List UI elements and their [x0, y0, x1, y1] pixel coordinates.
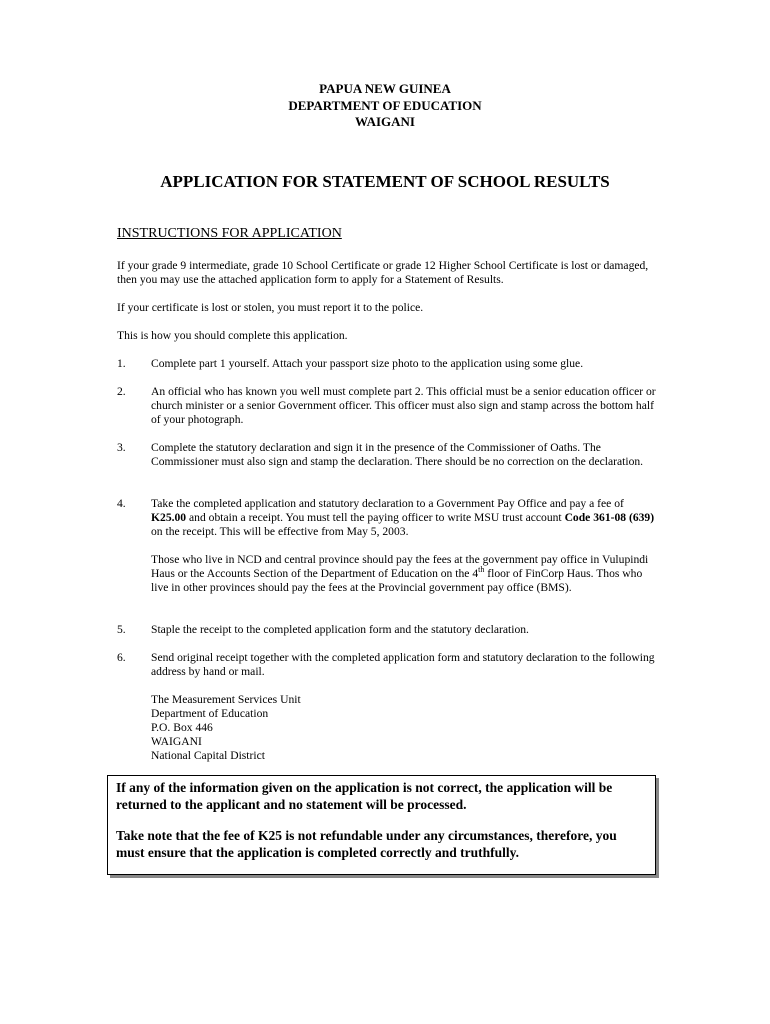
- intro-paragraph-1: If your grade 9 intermediate, grade 10 School Certificate or grade 12 Higher School Certificate is lost or damaged, then you may use the attached application form to apply for a Statement of Results.: [117, 259, 649, 286]
- address-line: The Measurement Services Unit: [151, 693, 301, 706]
- step-number: 2.: [117, 385, 126, 398]
- step-text: Send original receipt together with the completed application form and statutory declaration to the following address by hand or mail.: [151, 651, 655, 678]
- step-4-text-part: and obtain a receipt. You must tell the paying officer to write MSU trust account: [186, 511, 565, 524]
- header-department: DEPARTMENT OF EDUCATION: [288, 97, 482, 113]
- step-number: 3.: [117, 441, 126, 454]
- mailing-address: [151, 693, 657, 763]
- step-4-text-part: Take the completed application and statutory declaration to a Government Pay Office and pay a fee of: [151, 497, 624, 510]
- step-number: 6.: [117, 651, 126, 664]
- address-line: WAIGANI: [151, 735, 202, 748]
- document-title: APPLICATION FOR STATEMENT OF SCHOOL RESULTS: [160, 172, 610, 191]
- notice-paragraph-1: If any of the information given on the application is not correct, the application will be returned to the applicant and no statement will be processed.: [116, 780, 613, 812]
- step-text: Complete part 1 yourself. Attach your passport size photo to the application using some glue.: [151, 357, 584, 370]
- step-text: [151, 497, 657, 539]
- payment-locations-text: Those who live in NCD and central province should pay the fees at the government pay office in Vulupindi Haus or the Accounts Section of the Department of Education on the 4: [151, 553, 649, 580]
- address-line: National Capital District: [151, 749, 265, 762]
- document-header: [0, 81, 770, 131]
- fee-amount: K25.00: [151, 511, 187, 524]
- intro-paragraph-3: This is how you should complete this application.: [117, 329, 348, 342]
- step-number: 4.: [117, 497, 126, 510]
- step-4-text-part: on the receipt. This will be effective from May 5, 2003.: [151, 525, 409, 538]
- step-text: An official who has known you well must complete part 2. This official must be a senior education officer or church minister or a senior Government officer. This officer must also sign and stamp across the bottom half of your photograph.: [151, 385, 656, 426]
- notice-paragraph-2: Take note that the fee of K25 is not refundable under any circumstances, therefore, you must ensure that the application is completed correctly and truthfully.: [116, 828, 617, 860]
- header-location: WAIGANI: [355, 114, 415, 129]
- step-number: 1.: [117, 357, 126, 370]
- address-line: Department of Education: [151, 707, 269, 720]
- header-country: PAPUA NEW GUINEA: [319, 81, 451, 96]
- intro-paragraph-2: If your certificate is lost or stolen, you must report it to the police.: [117, 301, 424, 314]
- instructions-heading: INSTRUCTIONS FOR APPLICATION: [117, 226, 342, 241]
- warning-notice-box: [107, 775, 656, 875]
- address-line: P.O. Box 446: [151, 721, 213, 734]
- payment-locations-text: floor of FinCorp Haus. Thos who live in other provinces should pay the fees at the Provincial government pay office (BMS).: [151, 567, 643, 594]
- step-text: Complete the statutory declaration and sign it in the presence of the Commissioner of Oaths. The Commissioner must also sign and stamp the declaration. There should be no correction on the declaration.: [151, 441, 644, 468]
- ordinal-suffix: th: [478, 565, 485, 575]
- step-text: Staple the receipt to the completed application form and the statutory declaration.: [151, 623, 529, 636]
- account-code: Code 361-08 (639): [564, 511, 655, 524]
- step-4-payment-locations: [151, 553, 657, 595]
- step-number: 5.: [117, 623, 126, 636]
